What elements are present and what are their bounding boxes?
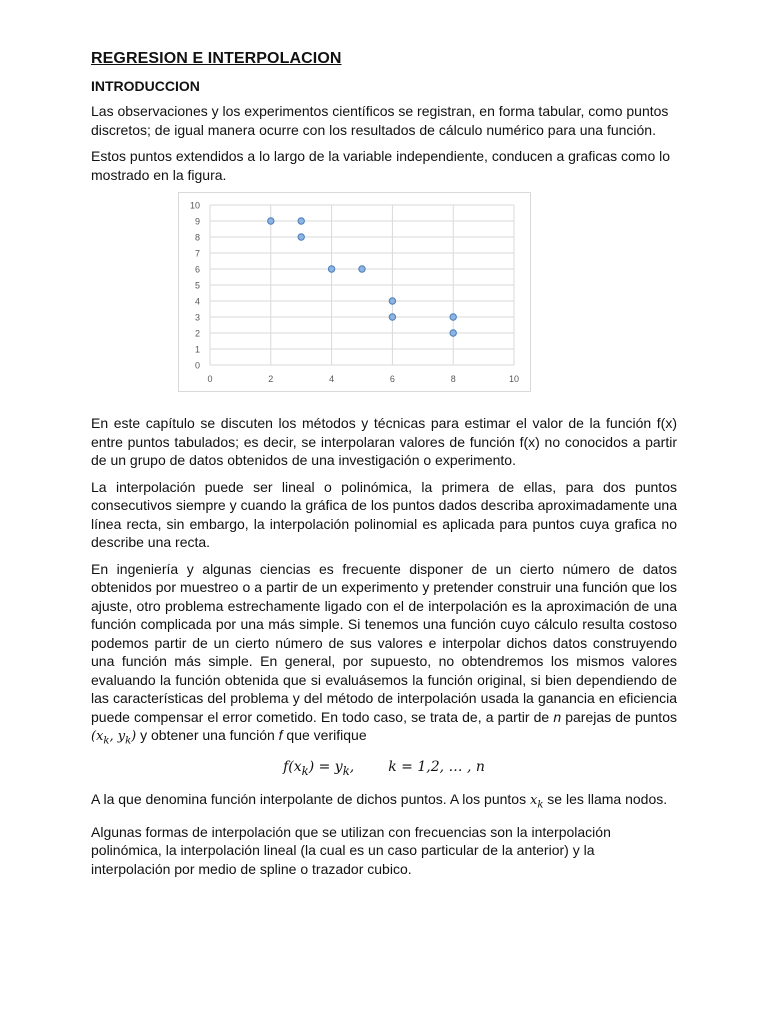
pair-sub-2: k — [125, 735, 132, 747]
y-tick-label: 4 — [194, 296, 200, 307]
y-tick-label: 0 — [194, 360, 200, 371]
data-point — [450, 314, 456, 320]
pair-open: (x — [91, 729, 104, 744]
y-tick-label: 1 — [194, 344, 200, 355]
paragraph-5-text-b: parejas de puntos — [561, 708, 677, 725]
data-point — [389, 314, 395, 320]
interpolation-formula — [91, 759, 677, 778]
y-tick-label: 3 — [194, 312, 200, 323]
formula-left-sub: k — [301, 763, 309, 778]
formula-left: f(x — [283, 759, 302, 776]
y-tick-label: 9 — [194, 216, 200, 227]
data-point — [328, 266, 334, 272]
paragraph-6-text-a: A la que denomina función interpolante de dichos puntos. A los puntos — [91, 790, 530, 807]
data-point — [359, 266, 365, 272]
scatter-chart-svg — [179, 193, 530, 391]
pair-sub-1: k — [103, 735, 110, 747]
y-tick-label: 8 — [194, 232, 200, 243]
paragraph-3: En este capítulo se discuten los métodos y técnicas para estimar el valor de la función f(x) entre puntos tabulados; es decir, se interpolaran valores de función f(x) no conocidos a partir de un grupo de datos obtenidos de una investigación o experimento. — [91, 415, 677, 468]
x-tick-label: 8 — [450, 374, 456, 384]
y-tick-label: 2 — [194, 328, 200, 339]
paragraph-5-n: n — [553, 708, 562, 725]
data-point — [298, 234, 304, 240]
formula-mid: ) = y — [308, 759, 343, 776]
paragraph-1: Las observaciones y los experimentos científicos se registran, en forma tabular, como puntos discretos; de igual manera ocurre con los resultados de cálculo numérico para una función. — [91, 103, 669, 138]
y-tick-label: 6 — [194, 264, 200, 275]
x-tick-label: 2 — [268, 374, 274, 384]
paragraph-6-text-b: se les llama nodos. — [543, 790, 668, 807]
section-heading: INTRODUCCION — [91, 78, 200, 94]
paragraph-2: Estos puntos extendidos a lo largo de la variable independiente, conducen a graficas como lo mostrado en la figura. — [91, 148, 671, 183]
x-tick-label: 10 — [508, 374, 520, 384]
y-tick-label: 10 — [189, 200, 200, 211]
paragraph-5-text-c: y obtener una función — [136, 727, 279, 743]
pair-mid: , y — [109, 729, 126, 744]
data-point — [298, 218, 304, 224]
node-x: x — [529, 792, 538, 808]
document-body — [91, 50, 677, 886]
data-point — [450, 330, 456, 336]
formula-mid-sub: k — [342, 763, 350, 778]
pair-close: ) — [131, 729, 137, 744]
node-x-sub: k — [537, 799, 544, 811]
data-point — [268, 218, 274, 224]
document-title: REGRESION E INTERPOLACION — [91, 50, 342, 67]
formula-right: k = 1,2, … , n — [388, 759, 485, 776]
paragraph-7: Algunas formas de interpolación que se utilizan con frecuencias son la interpolación polinómica, la interpolación lineal (la cual es un caso particular de la anterior) y la interpolación por medio de spline o trazador cubico. — [91, 823, 611, 877]
formula-comma: , — [349, 759, 355, 776]
x-tick-label: 0 — [207, 374, 213, 384]
paragraph-6 — [91, 790, 677, 815]
x-tick-label: 4 — [329, 374, 335, 384]
paragraph-5-text-d: que verifique — [282, 727, 367, 743]
paragraph-5 — [91, 560, 677, 752]
x-tick-label: 6 — [389, 374, 395, 384]
point-pair-notation — [91, 729, 137, 747]
scatter-chart — [178, 192, 531, 392]
data-point — [389, 298, 395, 304]
y-tick-label: 5 — [194, 280, 200, 291]
y-tick-label: 7 — [194, 248, 200, 259]
node-notation — [529, 792, 544, 811]
paragraph-4: La interpolación puede ser lineal o polinómica, la primera de ellas, para dos puntos consecutivos siempre y cuando la gráfica de los puntos dados describa aproximadamente una línea recta, sin embargo, la interpolación polinomial es aplicada para puntos cuya grafica no describe una recta. — [91, 478, 677, 550]
paragraph-5-f: f — [278, 727, 283, 743]
paragraph-5-text-a: En ingeniería y algunas ciencias es frecuente disponer de un cierto número de datos obtenidos por muestreo o a partir de un experimento y pretender construir una función que los ajuste, otro problema estrechamente ligado con el de interpolación es la aproximación de una función complicada por una más simple. Si tenemos una función cuyo cálculo resulta costoso podemos partir de un cierto número de sus valores e interpolar dichos datos construyendo una función más simple. En general, por supuesto, no obtendremos los mismos valores evaluando la función obtenida que si evaluásemos la función original, si bien dependiendo de las características del problema y del método de interpolación usada la ganancia en eficiencia puede compensar el error cometido. En todo caso, se trata de, a partir de — [91, 560, 677, 725]
